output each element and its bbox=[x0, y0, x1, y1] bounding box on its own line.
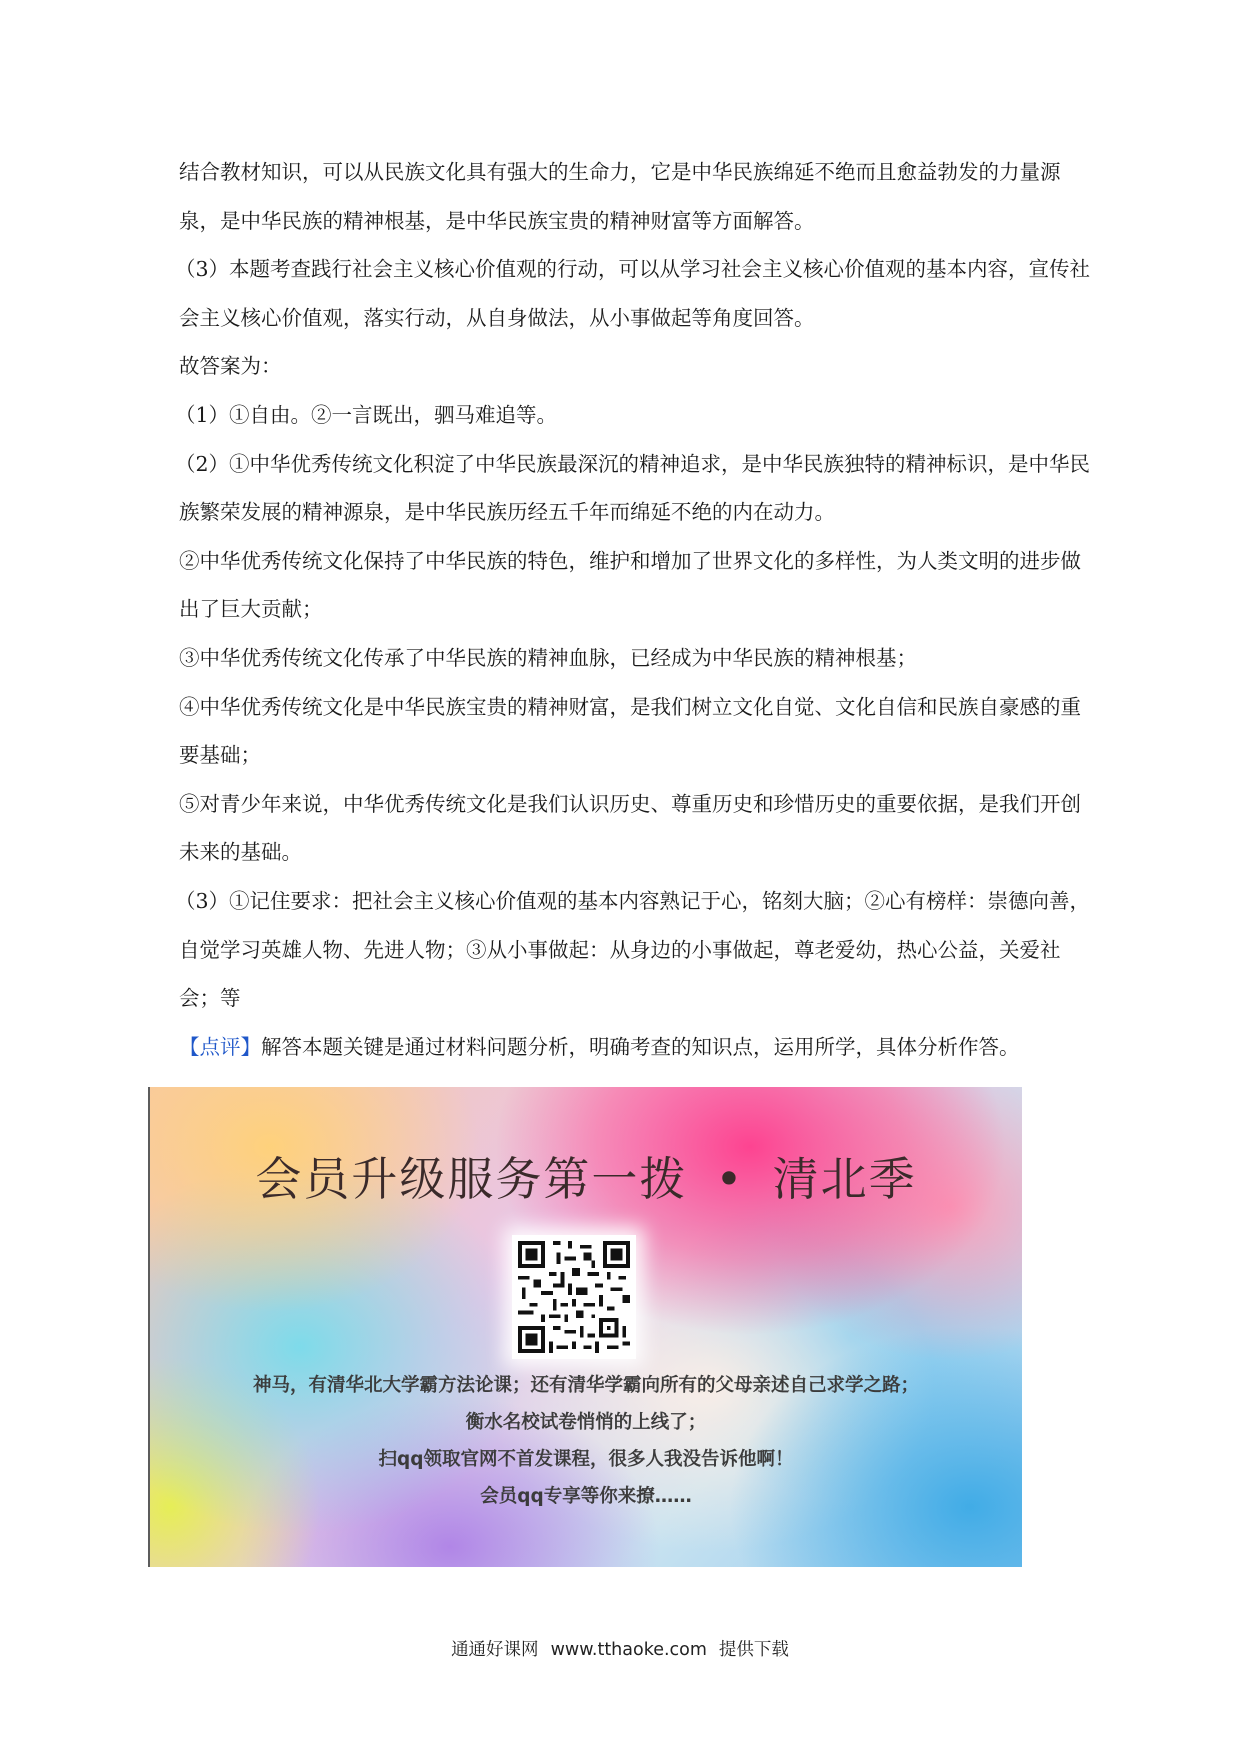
membership-banner[interactable] bbox=[148, 1087, 1022, 1567]
paragraph-answer-1: （1）①自由。②一言既出，驷马难追等。 bbox=[175, 402, 558, 427]
paragraph-review bbox=[179, 1023, 1099, 1072]
banner-title bbox=[150, 1143, 1022, 1209]
paragraph-answer-2-4: ④中华优秀传统文化是中华民族宝贵的精神财富，是我们树立文化自觉、文化自信和民族自豪感的重要基础； bbox=[179, 694, 1081, 768]
banner-line-3: 扫qq领取官网不首发课程，很多人我没告诉他啊！ bbox=[378, 1449, 794, 1470]
paragraph-analysis-3: （3）本题考查践行社会主义核心价值观的行动，可以从学习社会主义核心价值观的基本内容，宣传社会主义核心价值观，落实行动，从自身做法，从小事做起等角度回答。 bbox=[175, 257, 1091, 330]
footer-note: 提供下载 bbox=[718, 1640, 789, 1660]
paragraph-answer-2-5: ⑤对青少年来说，中华优秀传统文化是我们认识历史、尊重历史和珍惜历史的重要依据，是我们开创未来的基础。 bbox=[179, 791, 1081, 865]
review-text: 解答本题关键是通过材料问题分析，明确考查的知识点，运用所学，具体分析作答。 bbox=[261, 1034, 1020, 1059]
paragraph-answer-heading: 故答案为： bbox=[179, 354, 282, 379]
paragraph-answer-2-3: ③中华优秀传统文化传承了中华民族的精神血脉，已经成为中华民族的精神根基； bbox=[179, 645, 917, 670]
qr-code-icon bbox=[518, 1241, 630, 1353]
banner-line-4: 会员qq专享等你来撩…… bbox=[480, 1486, 692, 1507]
banner-title-left: 会员升级服务第一拨 bbox=[255, 1152, 688, 1206]
banner-line-1: 神马，有清华北大学霸方法论课；还有清华学霸向所有的父母亲述自己求学之路； bbox=[252, 1375, 919, 1396]
banner-promo-lines bbox=[150, 1367, 1022, 1515]
banner-title-right: 清北季 bbox=[772, 1152, 917, 1206]
banner-line-2: 衡水名校试卷悄悄的上线了； bbox=[465, 1412, 707, 1433]
qr-code[interactable] bbox=[512, 1235, 636, 1359]
paragraph-answer-2-1: （2）①中华优秀传统文化积淀了中华民族最深沉的精神追求，是中华民族独特的精神标识，是中华民族繁荣发展的精神源泉，是中华民族历经五千年而绵延不绝的内在动力。 bbox=[175, 451, 1091, 525]
answer-text-block bbox=[175, 148, 1099, 1071]
review-tag: 【点评】 bbox=[179, 1034, 261, 1059]
paragraph-analysis-2: 结合教材知识，可以从民族文化具有强大的生命力，它是中华民族绵延不绝而且愈益勃发的力量源泉，是中华民族的精神根基，是中华民族宝贵的精神财富等方面解答。 bbox=[179, 160, 1061, 233]
footer-url[interactable]: www.tthaoke.com bbox=[550, 1640, 707, 1660]
banner-title-dot: • bbox=[715, 1152, 745, 1206]
paragraph-answer-3: （3）①记住要求：把社会主义核心价值观的基本内容熟记于心，铭刻大脑；②心有榜样：崇德向善，自觉学习英雄人物、先进人物；③从小事做起：从身边的小事做起，尊老爱幼，热心公益，关爱社会；等 bbox=[175, 888, 1091, 1011]
footer-site-name: 通通好课网 bbox=[451, 1640, 539, 1660]
paragraph-answer-2-2: ②中华优秀传统文化保持了中华民族的特色，维护和增加了世界文化的多样性，为人类文明的进步做出了巨大贡献； bbox=[179, 548, 1081, 622]
page-footer bbox=[0, 1636, 1240, 1661]
